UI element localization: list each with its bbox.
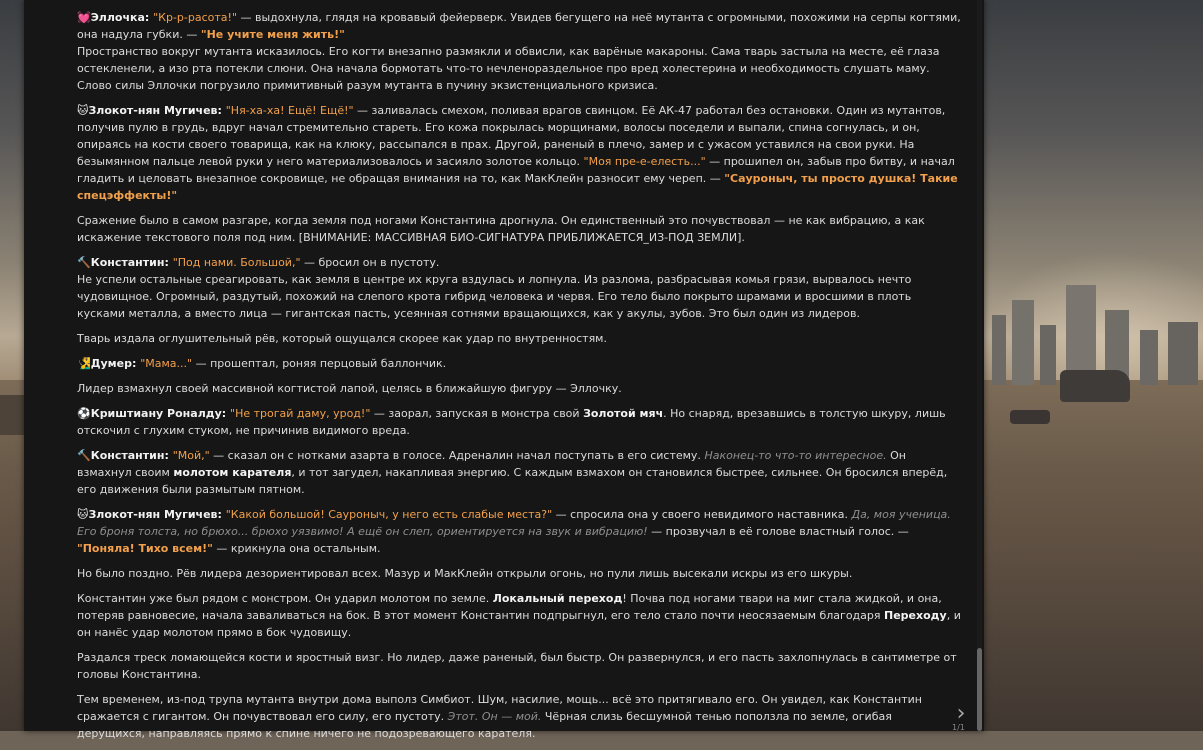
dialogue-quote: "Мама...": [140, 357, 193, 370]
ruin-silhouette: [1168, 322, 1198, 385]
narration-text: Чёрная слизь бесшумной тенью поползла по земле, огибая дерущихся, направляясь прямо к спине ничего не подозревающего карателя.: [77, 710, 892, 740]
speaker-name: 🧏‍♂️Думер:: [77, 357, 141, 370]
narration-text: — заорал, запуская в монстра свой: [370, 407, 584, 420]
ruin-silhouette: [992, 315, 1006, 385]
message: [77, 649, 962, 683]
dialogue-quote: "Не трогай даму, урод!": [230, 407, 371, 420]
speaker-name: 🔨Константин:: [77, 449, 173, 462]
inner-thought: Этот. Он — мой.: [447, 710, 542, 723]
narration-text: , и он нанёс удар молотом прямо в бок чудовищу.: [77, 609, 961, 639]
speaker-name: ⚽Криштиану Роналду:: [77, 407, 231, 420]
narration-text: — спросила она у своего невидимого наставника.: [552, 508, 852, 521]
narration-text: Но было поздно. Рёв лидера дезориентировал всех. Мазур и МакКлейн открыли огонь, но пули лишь высекали искры из его шкуры.: [77, 567, 853, 580]
message: [77, 380, 962, 397]
narration-text: — прозвучал в её голове властный голос. —: [647, 525, 909, 538]
wreck-rock: [0, 395, 24, 435]
dialogue-quote-strong: "Поняла! Тихо всем!": [77, 542, 213, 555]
ruin-silhouette: [1012, 300, 1034, 385]
narration-text: Он взмахнул своим: [77, 449, 906, 479]
dialogue-quote: "Кр-р-расота!": [153, 11, 238, 24]
bold-term: молотом карателя: [173, 466, 292, 479]
message: [77, 355, 962, 372]
message: [77, 0, 962, 94]
narration-text: Тем временем, из-под трупа мутанта внутри дома выполз Симбиот. Шум, насилие, мощь... всё это притягивало его. Он увидел, как Константин сражается с гигантом. Он почувствовал его силу, его пустоту.: [77, 693, 922, 723]
inner-thought: Да, моя ученица. Его броня толста, но брюхо... брюхо уязвимо! А ещё он слеп, ориентируется на звук и вибрацию!: [77, 508, 951, 538]
narration-text: — выдохнула, глядя на кровавый фейерверк. Увидев бегущего на неё мутанта с огромными, похожими на серпы когтями, она надула губки. —: [77, 11, 961, 41]
bold-term: Золотой мяч: [583, 407, 664, 420]
dialogue-quote: "Моя пре-е-елесть...": [583, 155, 706, 168]
narration-text: — прошипел он, забыв про битву, и начал гладить и целовать внезапное сокровище, не обращая внимания на то, как МакКлейн разносит ему череп. —: [77, 155, 955, 185]
narration-text: — бросил он в пустоту.: [300, 256, 440, 269]
message: [77, 565, 962, 582]
narration-text: Лидер взмахнул своей массивной когтистой лапой, целясь в ближайшую фигуру — Эллочку.: [77, 382, 622, 395]
bold-term: Локальный переход: [492, 592, 623, 605]
narration-text: Пространство вокруг мутанта исказилось. Его когти внезапно размякли и обвисли, как варёные макароны. Сама тварь застыла на месте, её глаза остекленели, а изо рта потекли слюни. Она начала бормотать что-то нечленораздельное про вред холестерина и необходимость слушать маму. Слово силы Эллочки погрузило примитивный разум мутанта в пучину экзистенциального кризиса.: [77, 45, 940, 92]
narration-text: Тварь издала оглушительный рёв, который ощущался скорее как удар по внутренностям.: [77, 332, 607, 345]
next-page-button[interactable]: ›: [956, 701, 966, 726]
narration-text: — сказал он с нотками азарта в голосе. Адреналин начал поступать в его систему.: [209, 449, 705, 462]
message: [77, 691, 962, 742]
narration-text: , и тот загудел, накапливая энергию. С каждым взмахом он становился быстрее, сильнее. Он бросился вперёд, его движения были размытым пятном.: [77, 466, 948, 496]
scrollbar-thumb[interactable]: [977, 648, 982, 731]
speaker-name: 🐱Злокот-нян Мугичев:: [77, 104, 226, 117]
wreck-rock: [1010, 410, 1050, 424]
ruin-silhouette: [1040, 325, 1056, 385]
narration-text: — прошептал, роняя перцовый баллончик.: [192, 357, 447, 370]
chat-panel: [24, 0, 984, 740]
dialogue-quote-strong: "Не учите меня жить!": [200, 28, 345, 41]
message: [77, 506, 962, 557]
narration-text: Не успели остальные среагировать, как земля в центре их круга вздулась и лопнула. Из разлома, разбрасывая комья грязи, вырвалось нечто чудовищное. Огромный, раздутый, похожий на слепого крота гибрид человека и червя. Его тело было покрыто шрамами и вросшими в плоть кусками металла, а вместо лица — гигантская пасть, усеянная сотнями вращающихся, как у акулы, зубов. Это был один из лидеров.: [77, 273, 912, 320]
narration-text: — заливалась смехом, поливая врагов свинцом. Её АК-47 работал без остановки. Один из мутантов, получив пулю в грудь, вдруг начал стремительно стареть. Его кожа покрылась морщинами, волосы поседели и выпали, спина согнулась, и он, опираясь на кости своего товарища, как на клюку, рассыпался в прах. Другой, раненый в плечо, замер и с ужасом уставился на свои руки. На безымянном пальце левой руки у него материализовалось и засияло золотое кольцо.: [77, 104, 946, 168]
dialogue-quote: "Какой большой! Сауроныч, у него есть слабые места?": [225, 508, 553, 521]
dialogue-quote: "Мой,": [172, 449, 210, 462]
speaker-name: 🔨Константин:: [77, 256, 173, 269]
message: [77, 212, 962, 246]
dialogue-quote-strong: "Сауроныч, ты просто душка! Такие спецэффекты!": [77, 172, 958, 202]
speaker-name: 🐱Злокот-нян Мугичев:: [77, 508, 226, 521]
message: [77, 447, 962, 498]
message: [77, 102, 962, 204]
scrollbar[interactable]: [977, 0, 982, 731]
narration-text: — крикнула она остальным.: [212, 542, 381, 555]
narration-text: ! Почва под ногами твари на миг стала жидкой, и она, потеряв равновесие, начала заваливаться на бок. В этот момент Константин подпрыгнул, его тело стало почти неосязаемым благодаря: [77, 592, 942, 622]
message: [77, 330, 962, 347]
narration-text: Сражение было в самом разгаре, когда земля под ногами Константина дрогнула. Он единственный это почувствовал — не как вибрацию, а как искажение текстового поля под ним. [ВНИМАНИЕ: МАССИВНАЯ БИО-СИГНАТУРА ПРИБЛИЖАЕТСЯ_ИЗ-ПОД ЗЕМЛИ].: [77, 214, 925, 244]
dialogue-quote: "Ня-ха-ха! Ещё! Ещё!": [225, 104, 354, 117]
bold-term: Переходу: [884, 609, 947, 622]
ruin-silhouette: [1140, 330, 1158, 385]
dialogue-quote: "Под нами. Большой,": [172, 256, 301, 269]
wreck-rock: [1060, 370, 1130, 402]
message: [77, 590, 962, 641]
message: [77, 254, 962, 322]
page-counter: 1/1: [952, 723, 965, 732]
inner-thought: Наконец-то что-то интересное.: [704, 449, 887, 462]
narration-text: Константин уже был рядом с монстром. Он ударил молотом по земле.: [77, 592, 493, 605]
narration-text: . Но снаряд, врезавшись в толстую шкуру, лишь отскочил с глухим стуком, не причинив видимого вреда.: [77, 407, 946, 437]
story-log: [77, 0, 962, 750]
speaker-name: 💓Эллочка:: [77, 11, 154, 24]
narration-text: Раздался треск ломающейся кости и яростный визг. Но лидер, даже раненый, был быстр. Он развернулся, и его пасть захлопнулась в сантиметре от головы Константина.: [77, 651, 957, 681]
message: [77, 405, 962, 439]
